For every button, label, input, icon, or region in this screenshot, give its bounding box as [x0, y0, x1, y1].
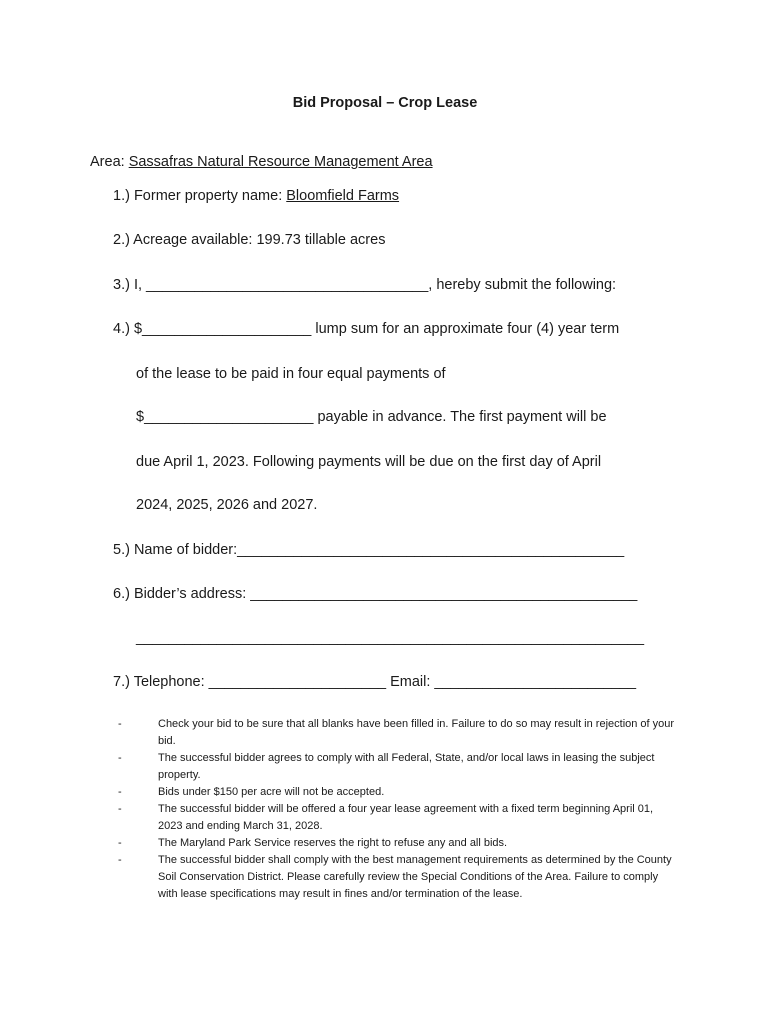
lump-sum-line-2: of the lease to be paid in four equal payments of	[136, 366, 446, 382]
list-item	[118, 801, 678, 835]
bullet-dash: -	[118, 786, 122, 798]
lump-sum-line-5: 2024, 2025, 2026 and 2027.	[136, 497, 318, 513]
bullet-dash: -	[118, 718, 122, 730]
list-item	[118, 750, 678, 784]
lump-sum-line-3: $_____________________ payable in advance. The first payment will be	[136, 409, 607, 425]
note-text: Check your bid to be sure that all blanks have been filled in. Failure to do so may result in rejection of your bid.	[158, 718, 675, 747]
bidder-address-line-2: _______________________________________________________________	[136, 630, 645, 646]
area-line	[90, 154, 433, 170]
list-item	[118, 852, 678, 903]
note-text: The Maryland Park Service reserves the right to refuse any and all bids.	[158, 837, 508, 849]
area-label: Area:	[90, 154, 129, 170]
bullet-dash: -	[118, 837, 122, 849]
lump-sum-line-1: 4.) $_____________________ lump sum for an approximate four (4) year term	[113, 321, 620, 337]
area-value: Sassafras Natural Resource Management Area	[128, 154, 433, 170]
list-item	[118, 784, 678, 801]
document-title: Bid Proposal – Crop Lease	[292, 95, 478, 111]
bullet-dash: -	[118, 854, 122, 866]
note-text: The successful bidder agrees to comply with all Federal, State, and/or local laws in leasing the subject property.	[158, 752, 655, 781]
note-text: The successful bidder will be offered a four year lease agreement with a fixed term beginning April 01, 2023 and ending March 31, 2028.	[158, 803, 654, 832]
bidder-statement-line: 3.) I, ___________________________________, hereby submit the following:	[113, 277, 617, 293]
contact-line: 7.) Telephone: ______________________ Email: _________________________	[113, 674, 637, 690]
note-text: The successful bidder shall comply with the best management requirements as determined by the County Soil Conservation District. Please carefully review the Special Conditions of the Area. Failure to comply with lease specifications may result in fines and/or termination of the lease.	[158, 854, 672, 900]
list-item	[118, 716, 678, 750]
bidder-name-line: 5.) Name of bidder:________________________________________________	[113, 542, 625, 558]
note-text: Bids under $150 per acre will not be accepted.	[158, 786, 385, 798]
bidder-address-line-1: 6.) Bidder’s address: ________________________________________________	[113, 586, 638, 602]
former-property-value: Bloomfield Farms	[286, 188, 400, 204]
bullet-dash: -	[118, 803, 122, 815]
bullet-dash: -	[118, 752, 122, 764]
former-property-line	[113, 188, 399, 204]
notes-list	[118, 716, 678, 903]
former-property-label: 1.) Former property name:	[113, 188, 287, 204]
list-item	[118, 835, 678, 852]
lump-sum-line-4: due April 1, 2023. Following payments will be due on the first day of April	[136, 454, 602, 470]
acreage-line: 2.) Acreage available: 199.73 tillable acres	[113, 232, 386, 248]
